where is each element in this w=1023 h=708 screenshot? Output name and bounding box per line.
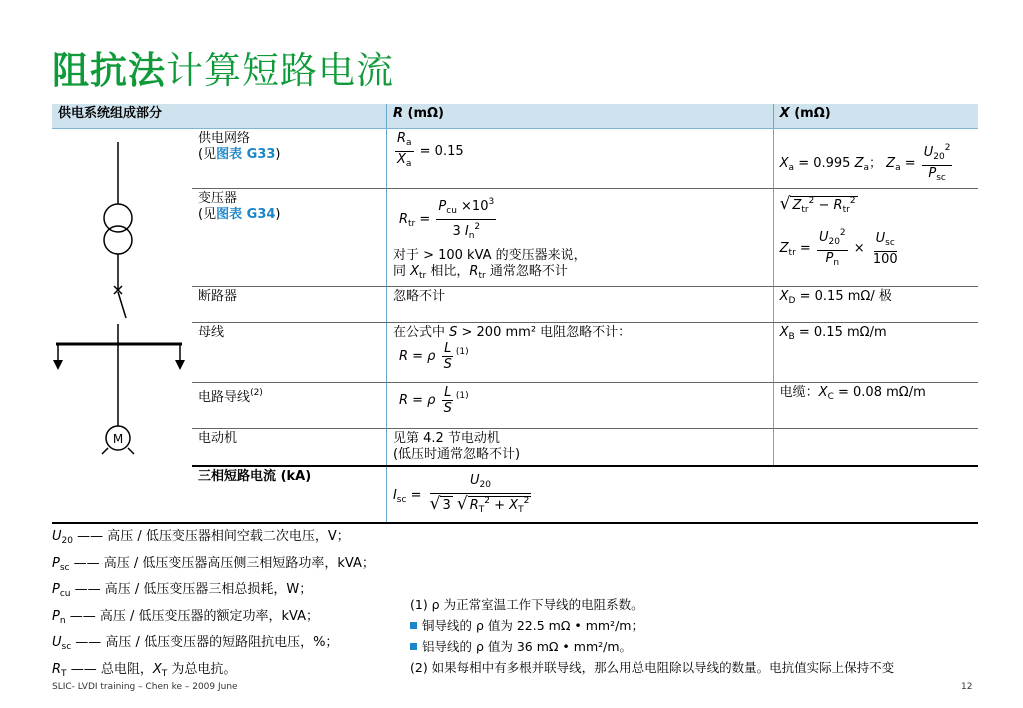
row-motor-r: 见第 4.2 节电动机 (低压时通常忽略不计) [386, 429, 773, 467]
legend-pcu: $P_{cu}$ —— 高压 / 低压变压器三相总损耗，W； [52, 582, 313, 599]
page-title: 阻抗法计算短路电流 [52, 49, 394, 92]
row-breaker-name: 断路器 [192, 287, 386, 323]
row-cable-r: R = ρ $\frac{L}{S}$ $^{(1)}$ [386, 383, 773, 429]
row-busbar-x: $X_B = 0.15$ mΩ/m [773, 323, 978, 383]
table-bottom-rule [52, 522, 978, 524]
link-g34[interactable]: 图表 G34 [216, 207, 276, 222]
page-number: 12 [961, 682, 973, 692]
row-isc-formula: $I_{sc}$ = $\frac{U_{20}}{√ 3 √ R_T^2 + X_T^2}$ [386, 466, 773, 522]
row-breaker-r: 忽略不计 [386, 287, 773, 323]
row-motor-name: 电动机 [198, 431, 238, 446]
header-components: 供电系统组成部分 [52, 104, 386, 129]
transformer-primary-winding [104, 204, 132, 232]
legend-usc: $U_{sc}$ —— 高压 / 低压变压器的短路阻抗电压，%； [52, 635, 339, 652]
header-r: R (mΩ) [386, 104, 773, 129]
note-1: (1) ρ 为正常室温工作下导线的电阻系数。 [410, 597, 644, 612]
note-copper: 铜导线的 ρ 值为 22.5 mΩ • mm²/m； [410, 615, 894, 636]
footnotes [410, 594, 894, 678]
row-breaker-x: $X_D = 0.15$ mΩ/ 极 [773, 287, 978, 323]
legend-u20: $U_{20}$ —— 高压 / 低压变压器相间空载二次电压，V； [52, 529, 350, 546]
single-line-diagram [38, 132, 198, 462]
motor-label: M [112, 432, 124, 446]
feeder-arrow-left [53, 360, 63, 370]
bullet-square-icon [410, 622, 417, 629]
row-isc-name: 三相短路电流 (kA) [192, 466, 386, 522]
row-busbar-r: 在公式中 S > 200 mm² 电阻忽略不计： R = ρ $\frac{L}{S}$ $^{(1)}$ [386, 323, 773, 383]
breaker-contact [118, 292, 126, 318]
header-x: X (mΩ) [773, 104, 978, 129]
note-2: (2) 如果每相中有多根并联导线，那么用总电阻除以导线的数量。电抗值实际上保持不变 [410, 660, 895, 675]
note-aluminium: 铝导线的 ρ 值为 36 mΩ • mm²/m。 [410, 636, 894, 657]
legend-psc: $P_{sc}$ —— 高压 / 低压变压器高压侧三相短路功率，kVA； [52, 555, 375, 573]
bullet-square-icon [410, 643, 417, 650]
symbol-legend [52, 526, 375, 685]
row-cable-x: 电缆：$X_C = 0.08$ mΩ/m [773, 383, 978, 429]
legend-pn: $P_n$ —— 高压 / 低压变压器的额定功率，kVA； [52, 608, 319, 626]
row-grid-x: $X_a = 0.995$ $Z_a$； $Z_a$ = $\frac{U_{20}^2}{P_{sc}}$ [773, 129, 978, 189]
row-motor-x [773, 429, 978, 467]
row-transformer-name: 变压器 (见图表 G34) [192, 189, 386, 287]
row-grid-r: $\frac{R_a}{X_a}$ = 0.15 [386, 129, 773, 189]
row-busbar-name: 母线 [192, 323, 386, 383]
transformer-secondary-winding [104, 226, 132, 254]
row-cable-name: 电路导线$^{(2)}$ [192, 383, 386, 429]
row-grid-name: 供电网络 (见图表 G33) [192, 129, 386, 189]
feeder-arrow-right [175, 360, 185, 370]
link-g33[interactable]: 图表 G33 [216, 147, 276, 162]
footer-text: SLIC- LVDI training – Chen ke – 2009 June [52, 682, 238, 692]
legend-rt: $R_T$ —— 总电阻，$X_T$ 为总电抗。 [52, 661, 237, 679]
row-transformer-r: $R_{tr}$ = $\frac{P_{cu} \times 10^3}{3 I_n^2}$ 对于 > 100 kVA 的变压器来说， 同 $X_{tr}$ 相比，$R_{tr}$ 通常忽略不计 [386, 189, 773, 287]
row-transformer-x: √ $Z_{tr}^2 - R_{tr}^2$ $Z_{tr}$ = $\frac{U_{20}^2}{P_n}$ × $\frac{U_{sc}}{100}$ [773, 189, 978, 287]
